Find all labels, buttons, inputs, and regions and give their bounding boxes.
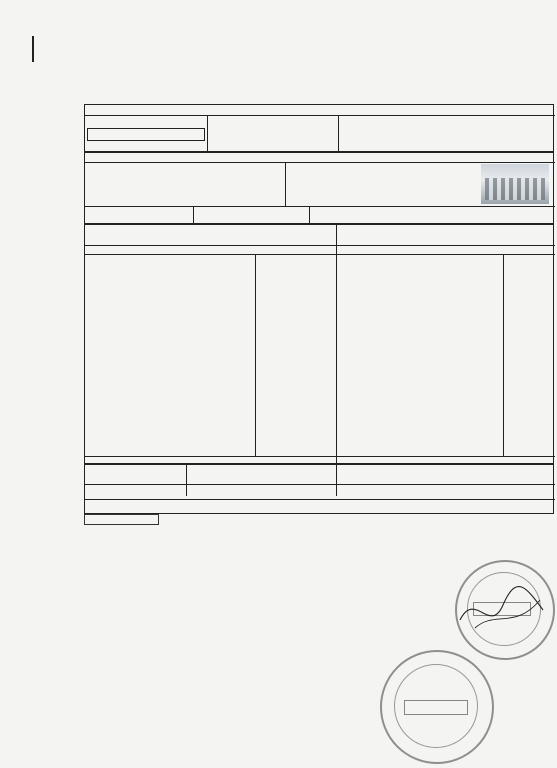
renewable-table — [221, 484, 555, 499]
consumption-box — [84, 464, 554, 514]
auditor-stamp-2 — [380, 650, 494, 764]
apartment-box — [84, 152, 554, 224]
margin-mark — [32, 36, 34, 62]
co2-class-bars — [337, 225, 555, 465]
energy-performance-box — [84, 224, 554, 464]
utility-class-table — [84, 514, 554, 525]
auditor-signature — [455, 580, 550, 640]
cpe-number-digits — [87, 128, 205, 141]
building-photo — [481, 164, 549, 204]
cpe-identification-box — [84, 104, 554, 152]
energy-class-bars — [85, 225, 336, 465]
